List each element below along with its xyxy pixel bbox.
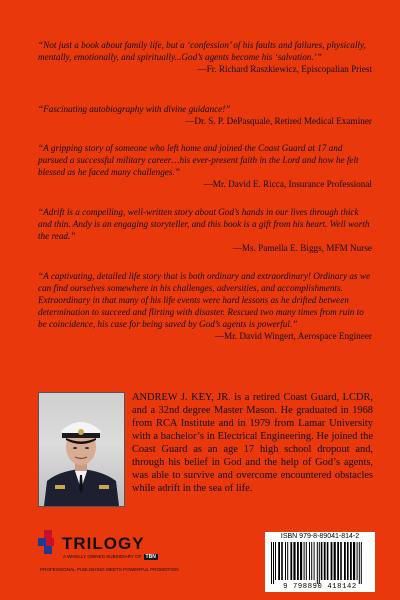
author-bio: ANDREW J. KEY, JR. is a retired Coast Guard, LCDR, and a 32nd degree Master Mason. He graduated in 1968 from RCA Institute and in 1979 from Lamar University with a bachelor’s in Electrical Engineering. He joined the Coast Guard as an age 17 high school dropout and, through his belief in God and the help of God’s agents, was able to survive and overcome encountered obstacles while adrift in the sea of life. [132,392,373,494]
endorsement [38,206,372,254]
endorsement-text: “Not just a book about family life, but a ‘confession’ of his faults and failures, physically, mentally, emotionally, and spiritually...God’s agents become his ‘salvation.’” [38,40,366,62]
endorsement-attribution: —Fr. Richard Raszkiewicz, Episcopalian Priest [197,64,372,74]
publisher-tagline: PROFESSIONAL PUBLISHING MEETS POWERFUL PROMOTION [40,567,179,572]
isbn-label: ISBN 979-8-89041-814-2 [280,533,360,540]
endorsement [38,103,372,127]
publisher-name: TRILOGY [62,534,145,553]
publisher-subsidiary [63,554,208,560]
endorsement-text: “Adrift is a compelling, well-written story about God’s hands in our lives through thick and thin. Andy is an engaging storyteller, and this book is a gift from his heart. Well worth the read.” [38,207,370,241]
endorsement-text: “A captivating, detailed life story that is both ordinary and extraordinary! Ordinary as we can find ourselves somewhere in his challenges, adversities, and accomplishments. Extraordinary in that many of his life events were hard lessons as he drifted between determination to succeed and flirting with disaster. Rescued two many times from ruin to be coincidence, his case for being saved by God’s agents is powerful.” [38,271,371,329]
endorsement-attribution: —Ms. Pamella E. Biggs, MFM Nurse [232,243,372,253]
endorsement-attribution: —Mr. David Wingert, Aerospace Engineer [214,331,372,341]
tbn-logo: TBN [145,554,156,560]
endorsement [38,270,372,342]
publisher-subsidiary-text: A WHOLLY OWNED SUBSIDIARY OF [63,554,142,559]
endorsement [38,39,372,75]
endorsement-attribution: —Dr. S. P. DePasquale, Retired Medical Examiner [185,116,372,126]
barcode-bars [269,542,371,584]
endorsement-text: “Fascinating autobiography with divine guidance!” [38,104,231,114]
isbn-barcode [265,532,375,592]
endorsement-text: “A gripping story of someone who left home and joined the Coast Guard at 17 and pursued a successful military career…his ever-present faith in the Lord and how he felt blessed as he faced many challenges.” [38,143,359,177]
author-photo [39,393,124,506]
isbn-digits: 9 798890 418142 [283,583,357,591]
endorsement-attribution: —Mr. David E. Ricca, Insurance Professional [203,179,372,189]
publisher-logo [38,530,208,578]
endorsement [38,142,372,190]
